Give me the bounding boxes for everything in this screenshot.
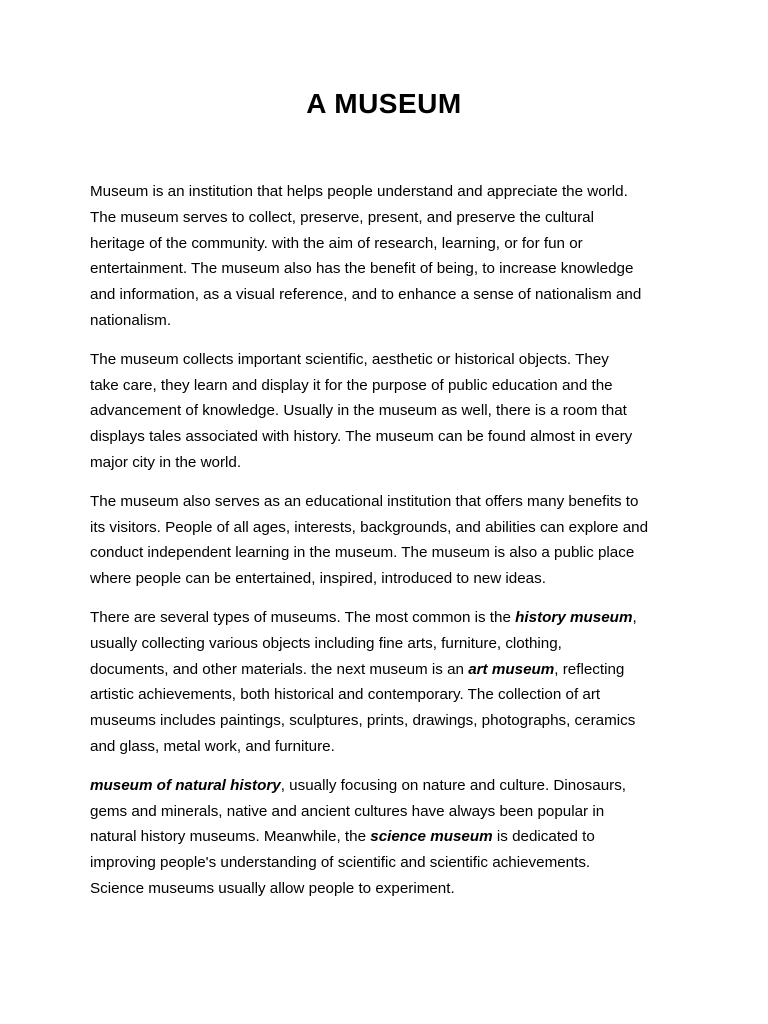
text-line [90, 850, 690, 876]
text-segment: where people can be entertained, inspired, introduced to new ideas. [90, 570, 546, 588]
text-line [90, 734, 690, 760]
text-line [90, 876, 690, 902]
document-body [90, 179, 690, 915]
text-segment: conduct independent learning in the museum. The museum is also a public place [90, 544, 635, 562]
text-segment: entertainment. The museum also has the benefit of being, to increase knowledge [90, 260, 634, 278]
text-line [90, 424, 690, 450]
text-segment: and information, as a visual reference, and to enhance a sense of nationalism and [90, 286, 642, 304]
text-line [90, 347, 690, 373]
emphasized-term: museum of natural history [90, 776, 281, 794]
text-segment: improving people's understanding of scientific and scientific achievements. [90, 854, 591, 872]
text-segment: artistic achievements, both historical and contemporary. The collection of art [90, 686, 601, 704]
text-line [90, 308, 690, 334]
text-segment: The museum collects important scientific, aesthetic or historical objects. They [90, 350, 609, 368]
text-line [90, 540, 690, 566]
text-segment: and glass, metal work, and furniture. [90, 737, 335, 755]
text-line [90, 205, 690, 231]
text-line [90, 179, 690, 205]
emphasized-term: history museum [515, 608, 633, 626]
text-line [90, 398, 690, 424]
text-line [90, 489, 690, 515]
emphasized-term: science museum [370, 828, 493, 846]
text-line [90, 566, 690, 592]
text-line [90, 256, 690, 282]
text-line [90, 282, 690, 308]
text-segment: , usually focusing on nature and culture. Dinosaurs, [280, 776, 627, 794]
text-line [90, 373, 690, 399]
text-segment: heritage of the community. with the aim of research, learning, or for fun or [90, 234, 583, 252]
text-segment: gems and minerals, native and ancient cultures have always been popular in [90, 802, 605, 820]
text-line [90, 605, 690, 631]
text-segment: natural history museums. Meanwhile, the [90, 828, 371, 846]
paragraph [90, 605, 690, 760]
text-segment: Science museums usually allow people to experiment. [90, 879, 455, 897]
text-segment: The museum also serves as an educational institution that offers many benefits to [90, 492, 639, 510]
text-line [90, 631, 690, 657]
text-segment: Museum is an institution that helps people understand and appreciate the world. [90, 183, 628, 200]
text-segment: its visitors. People of all ages, interests, backgrounds, and abilities can explore and [90, 518, 649, 536]
paragraph [90, 773, 690, 902]
text-segment: nationalism. [90, 311, 172, 329]
text-segment: usually collecting various objects including fine arts, furniture, clothing, [90, 634, 562, 652]
text-segment: displays tales associated with history. The museum can be found almost in every [90, 428, 633, 446]
text-segment: , [632, 608, 637, 626]
text-line [90, 450, 690, 476]
paragraph [90, 489, 690, 592]
text-segment: advancement of knowledge. Usually in the museum as well, there is a room that [90, 402, 627, 420]
text-segment: take care, they learn and display it for the purpose of public education and the [90, 376, 613, 394]
paragraph [90, 347, 690, 476]
text-line [90, 515, 690, 541]
emphasized-term: art museum [468, 660, 555, 678]
paragraph [90, 179, 690, 334]
text-line [90, 708, 690, 734]
text-line [90, 682, 690, 708]
text-segment: major city in the world. [90, 453, 242, 471]
text-segment: The museum serves to collect, preserve, present, and preserve the cultural [90, 208, 594, 226]
text-segment: , reflecting [554, 660, 625, 678]
text-line [90, 231, 690, 257]
text-segment: documents, and other materials. the next museum is an [90, 660, 469, 678]
text-segment: museums includes paintings, sculptures, prints, drawings, photographs, ceramics [90, 712, 636, 730]
text-segment: There are several types of museums. The most common is the [90, 608, 516, 626]
document-title: A MUSEUM [306, 88, 462, 119]
text-line [90, 773, 690, 799]
text-line [90, 657, 690, 683]
text-line [90, 824, 690, 850]
text-line [90, 799, 690, 825]
text-segment: is dedicated to [492, 828, 595, 846]
